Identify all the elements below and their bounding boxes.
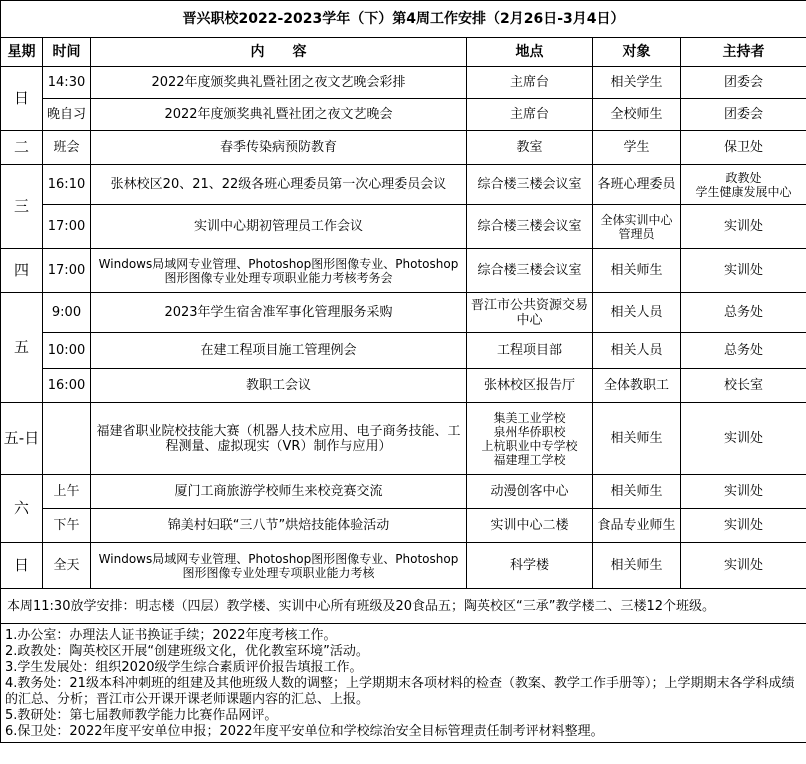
content-cell: 教职工会议 [91, 369, 467, 403]
table-row [1, 249, 806, 293]
table-row [1, 509, 806, 543]
table-row [1, 205, 806, 249]
target-cell: 相关人员 [593, 333, 681, 369]
target-cell: 相关师生 [593, 403, 681, 475]
day-cell: 五 [1, 293, 43, 403]
host-cell: 实训处 [681, 205, 806, 249]
host-cell: 实训处 [681, 249, 806, 293]
target-cell: 食品专业师生 [593, 509, 681, 543]
location-cell: 工程项目部 [467, 333, 593, 369]
location-cell: 教室 [467, 131, 593, 165]
header-time: 时间 [43, 38, 91, 67]
title-row [1, 1, 806, 38]
note-item: 1.办公室：办理法人证书换证手续；2022年度考核工作。 [5, 628, 337, 643]
table-row [1, 333, 806, 369]
host-cell: 实训处 [681, 509, 806, 543]
location-cell: 动漫创客中心 [467, 475, 593, 509]
notes-row [1, 624, 806, 743]
table-row [1, 131, 806, 165]
time-cell: 17:00 [43, 205, 91, 249]
header-content: 内 容 [91, 38, 467, 67]
content-cell: 2022年度颁奖典礼暨社团之夜文艺晚会 [91, 99, 467, 131]
content-cell: Windows局域网专业管理、Photoshop图形图像专业、Photoshop图形图像专业处理专项职业能力考核 [91, 543, 467, 589]
time-cell: 14:30 [43, 67, 91, 99]
day-cell: 二 [1, 131, 43, 165]
time-cell: 16:10 [43, 165, 91, 205]
day-cell: 五-日 [1, 403, 43, 475]
location-cell: 综合楼三楼会议室 [467, 249, 593, 293]
time-cell: 16:00 [43, 369, 91, 403]
location-cell: 主席台 [467, 67, 593, 99]
table-row [1, 543, 806, 589]
host-cell: 政教处 学生健康发展中心 [681, 165, 806, 205]
host-cell: 团委会 [681, 67, 806, 99]
location-cell: 综合楼三楼会议室 [467, 165, 593, 205]
table-row [1, 165, 806, 205]
target-cell: 相关师生 [593, 249, 681, 293]
target-cell: 全体教职工 [593, 369, 681, 403]
location-cell: 实训中心二楼 [467, 509, 593, 543]
table-row [1, 475, 806, 509]
host-cell: 团委会 [681, 99, 806, 131]
target-cell: 全体实训中心管理员 [593, 205, 681, 249]
location-cell: 张林校区报告厅 [467, 369, 593, 403]
time-cell: 10:00 [43, 333, 91, 369]
content-cell: 在建工程项目施工管理例会 [91, 333, 467, 369]
note-item: 4.教务处：21级本科冲刺班的组建及其他班级人数的调整；上学期期末各项材料的检查（教案、教学工作手册等）；上学期期末各学科成绩的汇总、分析；晋江市公开课开课老师课题内容的汇总、上报。 [5, 676, 795, 707]
day-cell: 六 [1, 475, 43, 543]
content-cell: 锦美村妇联“三八节”烘焙技能体验活动 [91, 509, 467, 543]
day-cell: 日 [1, 543, 43, 589]
location-cell: 科学楼 [467, 543, 593, 589]
location-cell: 综合楼三楼会议室 [467, 205, 593, 249]
note-item: 2.政教处：陶英校区开展“创建班级文化，优化教室环境”活动。 [5, 644, 369, 659]
target-cell: 相关师生 [593, 475, 681, 509]
content-cell: 2023年学生宿舍准军事化管理服务采购 [91, 293, 467, 333]
time-cell: 下午 [43, 509, 91, 543]
time-cell: 17:00 [43, 249, 91, 293]
header-weekday: 星期 [1, 38, 43, 67]
host-cell: 实训处 [681, 403, 806, 475]
content-cell: 2022年度颁奖典礼暨社团之夜文艺晚会彩排 [91, 67, 467, 99]
host-cell: 实训处 [681, 475, 806, 509]
target-cell: 相关人员 [593, 293, 681, 333]
location-cell: 主席台 [467, 99, 593, 131]
host-cell: 总务处 [681, 333, 806, 369]
target-cell: 相关师生 [593, 543, 681, 589]
notice-row [1, 589, 806, 624]
content-cell: 厦门工商旅游学校师生来校竞赛交流 [91, 475, 467, 509]
content-cell: 实训中心期初管理员工作会议 [91, 205, 467, 249]
host-cell: 校长室 [681, 369, 806, 403]
department-notes [1, 624, 806, 743]
target-cell: 全校师生 [593, 99, 681, 131]
content-cell: 福建省职业院校技能大赛（机器人技术应用、电子商务技能、工程测量、虚拟现实（VR）制作与应用） [91, 403, 467, 475]
day-cell: 日 [1, 67, 43, 131]
time-cell: 9:00 [43, 293, 91, 333]
note-item: 5.教研处：第七届教师教学能力比赛作品网评。 [5, 708, 278, 723]
day-cell: 三 [1, 165, 43, 249]
content-cell: 张林校区20、21、22级各班心理委员第一次心理委员会议 [91, 165, 467, 205]
time-cell: 班会 [43, 131, 91, 165]
header-row [1, 38, 806, 67]
time-cell: 上午 [43, 475, 91, 509]
target-cell: 学生 [593, 131, 681, 165]
host-cell: 保卫处 [681, 131, 806, 165]
host-cell: 总务处 [681, 293, 806, 333]
target-cell: 各班心理委员 [593, 165, 681, 205]
sheet-title: 晋兴职校2022-2023学年（下）第4周工作安排（2月26日-3月4日） [1, 1, 806, 38]
table-row [1, 293, 806, 333]
location-cell: 晋江市公共资源交易中心 [467, 293, 593, 333]
note-item: 3.学生发展处：组织2020级学生综合素质评价报告填报工作。 [5, 660, 363, 675]
table-row [1, 403, 806, 475]
note-item: 6.保卫处：2022年度平安单位申报；2022年度平安单位和学校综治安全目标管理责任制考评材料整理。 [5, 724, 604, 739]
host-cell: 实训处 [681, 543, 806, 589]
day-cell: 四 [1, 249, 43, 293]
header-host: 主持者 [681, 38, 806, 67]
time-cell [43, 403, 91, 475]
content-cell: 春季传染病预防教育 [91, 131, 467, 165]
header-location: 地点 [467, 38, 593, 67]
header-target: 对象 [593, 38, 681, 67]
content-cell: Windows局域网专业管理、Photoshop图形图像专业、Photoshop图形图像专业处理专项职业能力考核考务会 [91, 249, 467, 293]
table-row [1, 67, 806, 99]
dismissal-notice: 本周11:30放学安排：明志楼（四层）教学楼、实训中心所有班级及20食品五；陶英校区“三承”教学楼二、三楼12个班级。 [1, 589, 806, 624]
time-cell: 全天 [43, 543, 91, 589]
table-row [1, 99, 806, 131]
table-row [1, 369, 806, 403]
target-cell: 相关学生 [593, 67, 681, 99]
location-cell: 集美工业学校 泉州华侨职校 上杭职业中专学校 福建理工学校 [467, 403, 593, 475]
time-cell: 晚自习 [43, 99, 91, 131]
